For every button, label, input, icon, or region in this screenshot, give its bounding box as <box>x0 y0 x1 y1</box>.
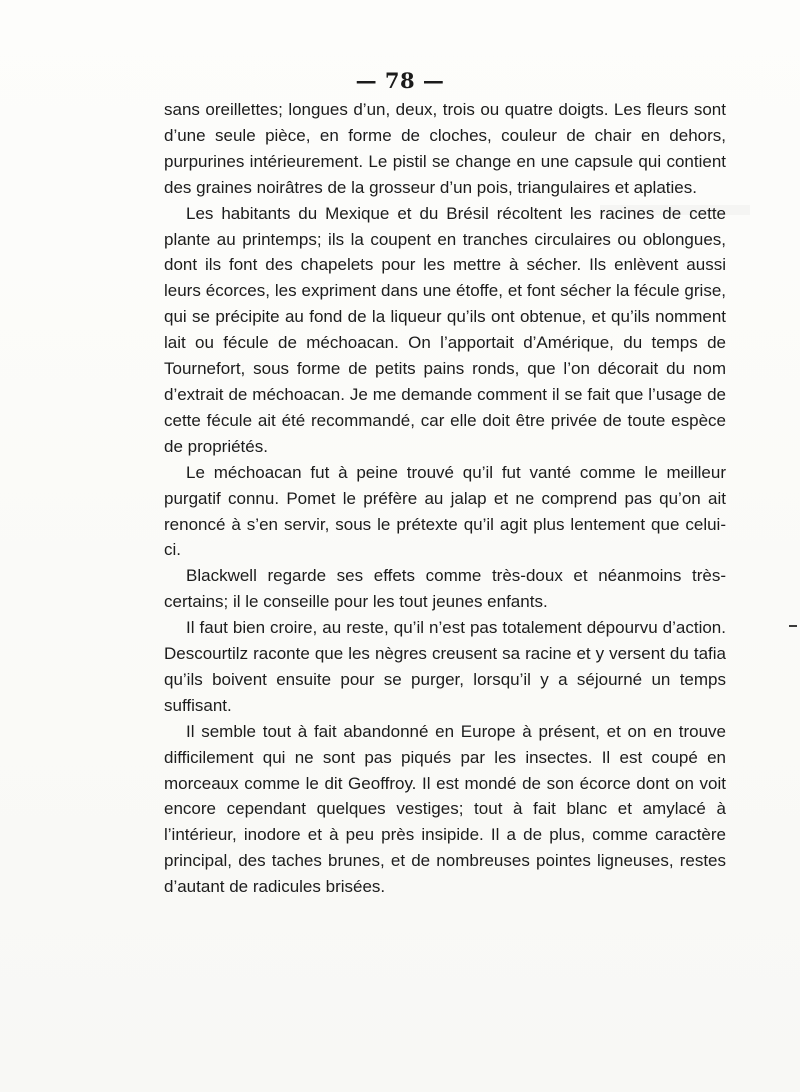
paragraph-descourtilz: Il faut bien croire, au reste, qu’il n’est pas totalement dépourvu d’action. Descourtilz raconte que les nègres creusent sa racine et y versent du tafia qu’ils boivent ensuite pour se purger, lorsqu’il y a séjourné un temps suffisant. <box>164 618 726 715</box>
paragraph-blackwell: Blackwell regarde ses effets comme très-doux et néanmoins très-certains; il le conseille pour les tout jeunes enfants. <box>164 566 726 612</box>
paragraph-europe: Il semble tout à fait abandonné en Europe à présent, et on en trouve difficilement qui ne sont pas piqués par les insectes. Il est coupé en morceaux comme le dit Geoffroy. Il est mondé de son écorce dont on voit encore cependant quelques vestiges; tout à fait blanc et amylacé à l’intérieur, inodore et à peu près insipide. Il a de plus, comme caractère principal, des taches brunes, et de nombreuses pointes ligneuses, restes d’autant de radicules brisées. <box>164 721 726 897</box>
page-number: — 78 — <box>355 68 445 93</box>
paragraph-purgative: Le méchoacan fut à peine trouvé qu’il fut vanté comme le meilleur purgatif connu. Pomet le préfère au jalap et ne comprend pas qu’on ait renoncé à s’en servir, sous le prétexte qu’il agit plus lentement que celui-ci. <box>164 462 726 560</box>
paragraph-harvest: Les habitants du Mexique et du Brésil récoltent les racines de cette plante au printemps; ils la coupent en tranches circulaires ou oblongues, dont ils font des chapelets pour les mettre à sécher. Ils enlèvent aussi leurs écorces, les expriment dans une étoffe, et font sécher la fécule grise, qui se précipite au fond de la liqueur qu’ils ont obtenue, et qu’ils nomment lait ou fécule de méchoacan. On l’apportait d’Amérique, du temps de Tournefort, sous forme de petits pains ronds, que l’on décorait du nom d’extrait de méchoacan. Je me demande comment il se fait que l’usage de cette fécule ait été recommandé, car elle doit être privée de toute espèce de propriétés. <box>164 203 726 456</box>
body-text <box>164 97 726 900</box>
paragraph-continuation: sans oreillettes; longues d’un, deux, trois ou quatre doigts. Les fleurs sont d’une seule pièce, en forme de cloches, couleur de chair en dehors, purpurines intérieurement. Le pistil se change en une capsule qui contient des graines noirâtres de la grosseur d’un pois, triangulaires et aplaties. <box>164 100 726 197</box>
margin-mark <box>789 625 797 627</box>
